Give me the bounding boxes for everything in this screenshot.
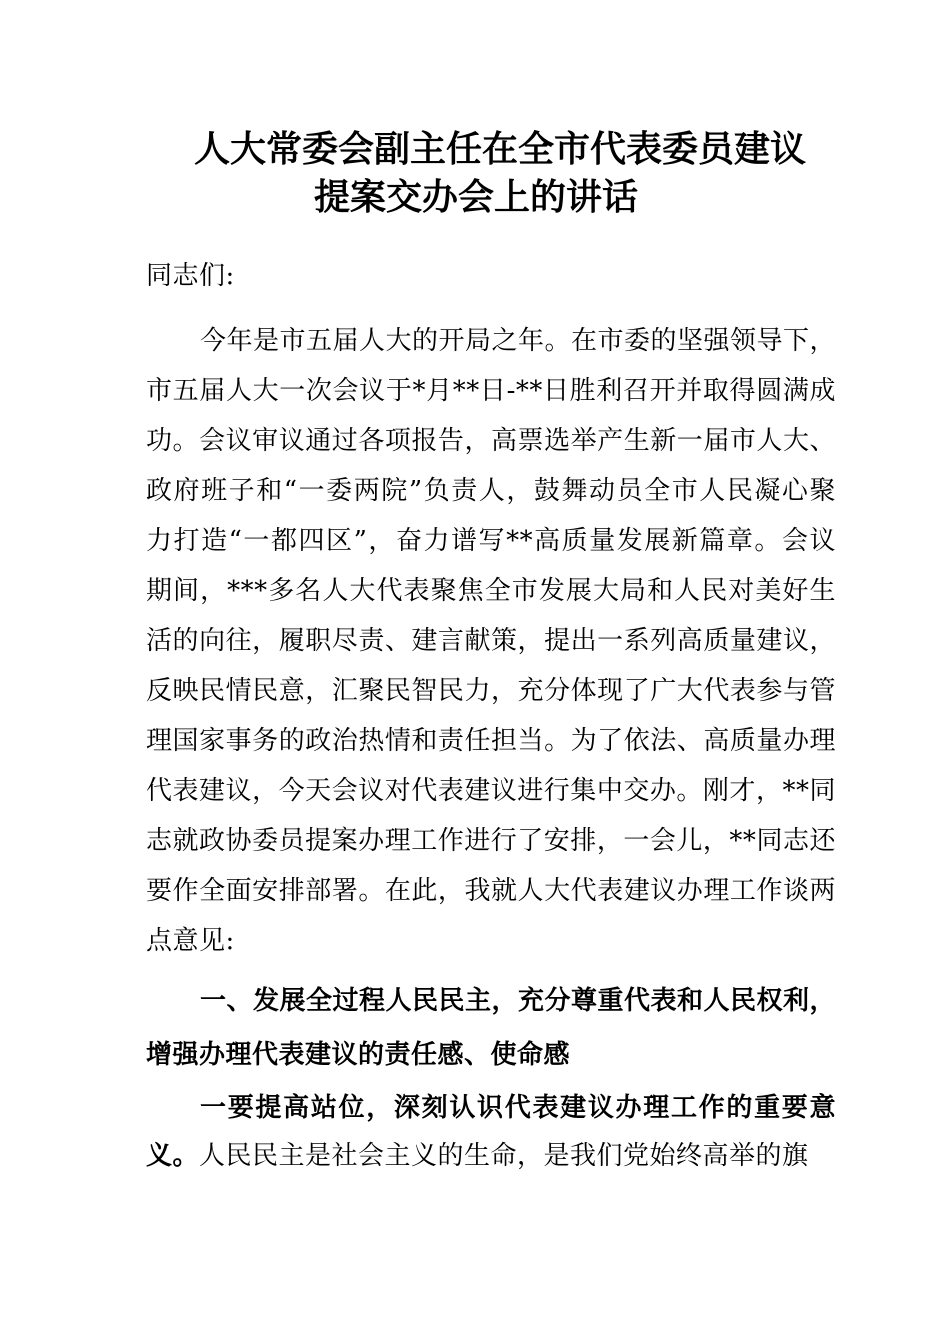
section-heading-1: 一、发展全过程人民民主，充分尊重代表和人民权利，增强办理代表建议的责任感、使命感	[146, 986, 837, 1070]
document-title-line-2: 提案交办会上的讲话	[314, 176, 639, 218]
document-title-line-1: 人大常委会副主任在全市代表委员建议	[194, 128, 807, 170]
paragraph-2-text: 人民民主是社会主义的生命，是我们党始终高举的旗	[199, 1141, 809, 1171]
paragraph-2-lead: 一要提高站位，深刻认识代表建议办理工作的重要意义。	[146, 1093, 836, 1171]
paragraph-1: 今年是市五届人大的开局之年。在市委的坚强领导下，市五届人大一次会议于*月**日-**日胜利召开并取得圆满成功。会议审议通过各项报告，高票选举产生新一届市人大、政府班子和“一委两院”负责人，鼓舞动员全市人民凝心聚力打造“一都四区”，奋力谱写**高质量发展新篇章。会议期间，***多名人大代表聚焦全市发展大局和人民对美好生活的向往，履职尽责、建言献策，提出一系列高质量建议，反映民情民意，汇聚民智民力，充分体现了广大代表参与管理国家事务的政治热情和责任担当。为了依法、高质量办理代表建议，今天会议对代表建议进行集中交办。刚才，**同志就政协委员提案办理工作进行了安排，一会儿，**同志还要作全面安排部署。在此，我就人大代表建议办理工作谈两点意见:	[146, 326, 837, 956]
paragraph-2	[146, 1084, 836, 1180]
salutation: 同志们:	[146, 261, 235, 291]
